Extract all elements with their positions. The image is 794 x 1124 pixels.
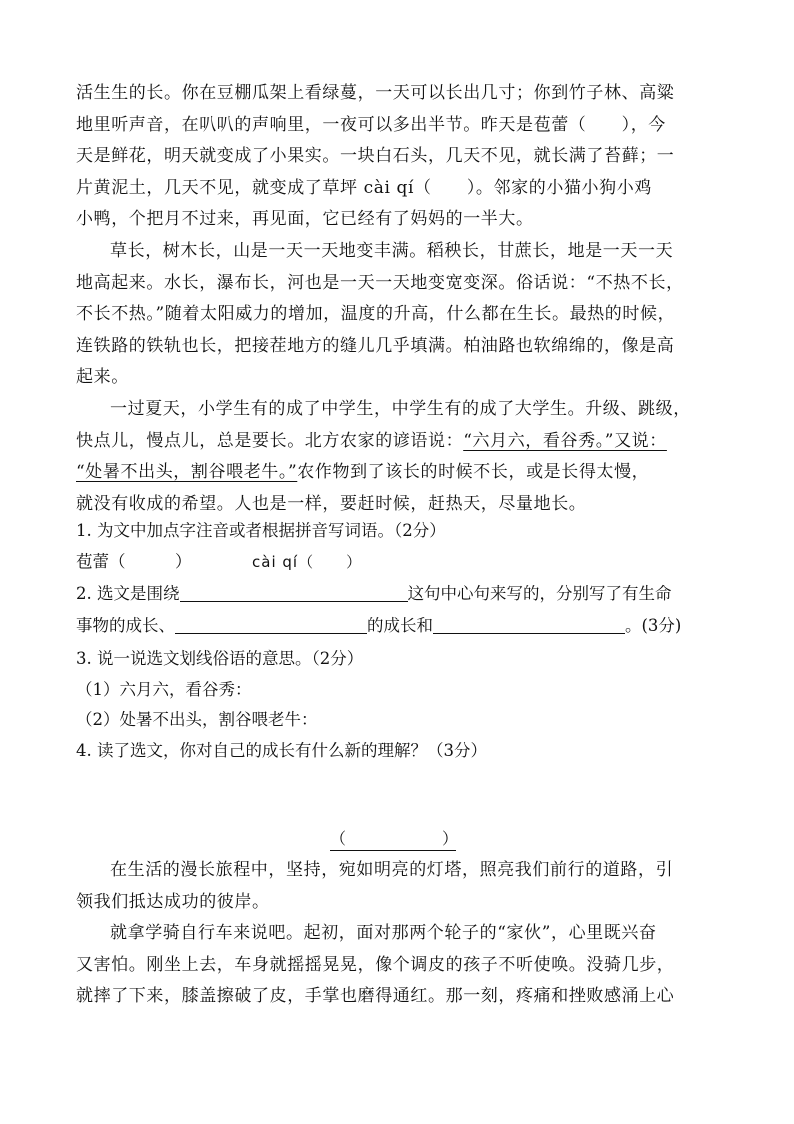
text-line: 地里听声音，在叭叭的声响里，一夜可以多出半节。昨天是苞蕾（ ），今 — [76, 114, 666, 135]
question-4: 4. 读了选文，你对自己的成长有什么新的理解？（3分） — [76, 741, 487, 760]
text-line — [76, 457, 706, 489]
text-line: 连铁路的铁轨也长，把接茬地方的缝儿几乎填满。柏油路也软绵绵的，像是高 — [76, 335, 675, 356]
passage-paragraph-3 — [76, 394, 706, 520]
question-3-part-2: （2）处暑不出头，割谷喂老牛： — [76, 710, 318, 729]
question-3-part-1: （1）六月六，看谷秀： — [76, 680, 252, 699]
text-line: 草长，树木长，山是一天一天地变丰满。稻秧长，甘蔗长，地是一天一天 — [110, 241, 674, 261]
text-line: 领我们抵达成功的彼岸。 — [76, 891, 270, 912]
answer-blank-central-sentence[interactable] — [180, 583, 408, 602]
text-line: 一过夏天，小学生有的成了中学生，中学生有的成了大学生。升级、跳级， — [110, 399, 691, 419]
question-2-text: 这句中心句来写的，分别写了有生命 — [407, 584, 672, 603]
text-line: 就拿学骑自行车来说吧。起初，面对那两个轮子的“家伙”，心里既兴奋 — [110, 923, 657, 943]
text-line: 在生活的漫长旅程中，坚持，宛如明亮的灯塔，照亮我们前行的道路，引 — [110, 860, 674, 880]
essay-paragraph-1 — [76, 855, 706, 918]
text-line: 就没有收成的希望。人也是一样，要赶时候，赶热天，尽量地长。 — [76, 493, 587, 514]
question-2-line-1 — [76, 580, 672, 608]
text-segment: 农作物到了该长的时候不长，或是长得太慢， — [297, 462, 650, 482]
question-1-answers — [76, 548, 362, 576]
question-3: 3. 说一说选文划线俗语的意思。（2分） — [76, 649, 364, 668]
text-line: 起来。 — [76, 367, 129, 387]
text-line: 活生生的长。你在豆棚瓜架上看绿蔓，一天可以长出几寸；你到竹子林、高粱 — [76, 83, 675, 103]
question-2-text: 事物的成长、 — [76, 616, 175, 635]
question-2-text: 2. 选文是围绕 — [76, 584, 180, 603]
question-2-text: 的成长和 — [367, 616, 433, 635]
text-line: 地高起来。水长，瀑布长，河也是一天一天地变宽变深。俗话说：“不热不长， — [76, 272, 684, 293]
text-line: 就摔了下来，膝盖擦破了皮，手掌也磨得通红。那一刻，疼痛和挫败感涌上心 — [76, 986, 675, 1006]
text-line: 小鸭，个把月不过来，再见面，它已经有了妈妈的一半大。 — [76, 209, 534, 229]
question-1: 1. 为文中加点字注音或者根据拼音写词语。（2分） — [76, 521, 446, 540]
underlined-proverb-2: “处暑不出头，割谷喂老牛。” — [76, 462, 298, 482]
text-line: 片黄泥土，几天不见，就变成了草坪 cài qí（ ）。邻家的小猫小狗小鸡 — [76, 177, 652, 198]
answer-blank-growth-3[interactable] — [433, 615, 625, 634]
text-line: 又害怕。刚坐上去，车身就摇摇晃晃，像个调皮的孩子不听使唤。没骑几步， — [76, 954, 675, 975]
question-2-line-2 — [76, 612, 681, 640]
underlined-proverb-1: “六月六，看谷秀。”又说： — [463, 430, 667, 451]
text-line: 天是鲜花，明天就变成了小果实。一块白石头，几天不见，就长满了苔藓；一 — [76, 146, 675, 166]
answer-blank-baolei[interactable]: 苞蕾（ ） — [76, 552, 192, 571]
answer-blank-growth-2[interactable] — [175, 615, 367, 634]
essay-title-blank[interactable]: （ ） — [330, 828, 456, 851]
passage-paragraph-2 — [76, 236, 706, 394]
passage-paragraph-1 — [76, 78, 706, 236]
question-2-text: 。(3分) — [625, 616, 682, 635]
text-line: 不长不热。”随着太阳威力的增加，温度的升高，什么都在生长。最热的时候， — [76, 304, 676, 324]
text-segment: 快点儿，慢点儿，总是要长。北方农家的谚语说： — [76, 430, 464, 451]
answer-blank-caiqi[interactable]: cài qí（ ） — [252, 553, 363, 571]
essay-paragraph-2 — [76, 918, 706, 1013]
text-line — [76, 426, 706, 458]
